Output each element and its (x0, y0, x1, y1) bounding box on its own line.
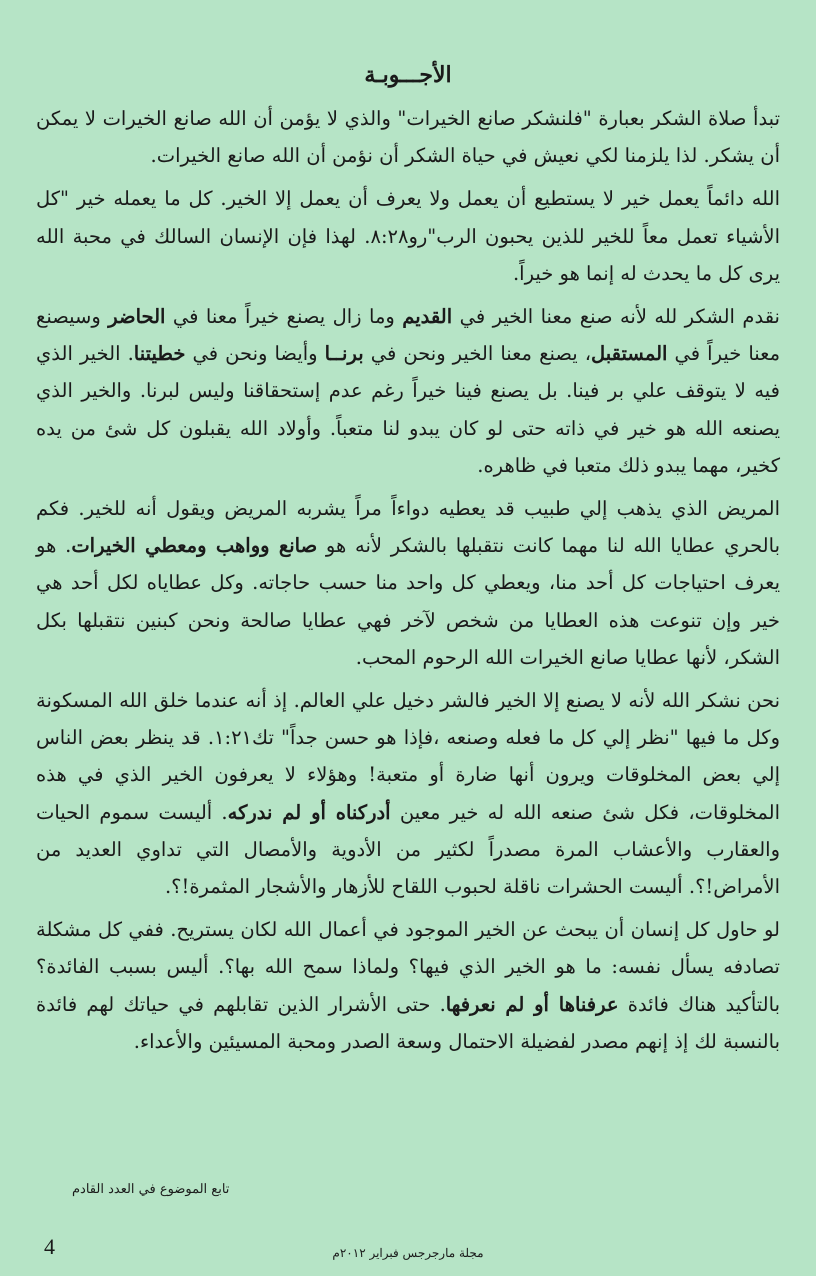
bold-phrase: المستقبل (591, 342, 668, 366)
paragraph-text: نقدم الشكر لله لأنه صنع معنا الخير في (452, 305, 780, 329)
paragraph (36, 298, 780, 484)
bold-phrase: القديم (402, 305, 453, 329)
page-footer: مجلة مارجرجس فبراير ٢٠١٢م (332, 1246, 484, 1260)
paragraph-text: وأيضا ونحن في (185, 342, 325, 366)
paragraph-text: تبدأ صلاة الشكر بعبارة "فلنشكر صانع الخيرات" والذي لا يؤمن أن الله صانع الخيرات لا يمكن أن يشكر. لذا يلزمنا لكي نعيش في حياة الشكر أن نؤمن أن الله صانع الخيرات. (36, 107, 780, 168)
bold-phrase: برنــا (324, 342, 364, 366)
bold-phrase: أدركناه أو لم ندركه (227, 800, 391, 824)
paragraph-text: المريض الذي يذهب إلي طبيب قد يعطيه دواءاً مراً يشربه المريض ويقول أنه للخير. فكم بالحري عطايا الله لنا مهما كانت نتقبلها بالشكر لأنه هو (36, 497, 780, 558)
paragraph (36, 100, 780, 174)
bold-phrase: الحاضر (108, 305, 166, 329)
paragraph-text: . أليست سموم الحيات والعقارب والأعشاب المرة مصدراً لكثير من الأدوية والأمصال التي تداوي العديد من الأمراض!؟. أليست الحشرات ناقلة لحبوب اللقاح للأزهار والأشجار المثمرة!؟. (36, 800, 780, 899)
paragraph (36, 490, 780, 676)
paragraph (36, 180, 780, 292)
paragraph (36, 682, 780, 905)
paragraph-text: لو حاول كل إنسان أن يبحث عن الخير الموجود في أعمال الله لكان يستريح. ففي كل مشكلة تصادفه يسأل نفسه: ما هو الخير الذي فيها؟ ولماذا سمح الله بها؟. أليس بسبب الفائدة؟ بالتأكيد هناك فائدة (36, 918, 780, 1016)
paragraph-text: الله دائماً يعمل خير لا يستطيع أن يعمل ولا يعرف أن يعمل إلا الخير. كل ما يعمله خير "كل الأشياء تعمل معاً للخير للذين يحبون الرب"رو٨:٢٨. لهذا فإن الإنسان السالك في محبة الله يرى كل ما يحدث له إنما هو خيراً. (36, 187, 780, 285)
paragraph-text: وما زال يصنع خيراً معنا في (165, 305, 403, 329)
paragraph-text: نحن نشكر الله لأنه لا يصنع إلا الخير فالشر دخيل علي العالم. إذ أنه عندما خلق الله المسكونة وكل ما فيها "نظر إلي كل ما فعله وصنعه ،فإذا هو حسن جداً" تك١:٢١. قد ينظر بعض الناس إلي بعض المخلوقات ويرون أنها ضارة أو متعبة! وهؤلاء لا يعرفون الخير الذي في هذه المخلوقات، فكل شئ صنعه الله له خير معين (36, 689, 780, 824)
paragraph (36, 911, 780, 1060)
page-number: 4 (44, 1234, 55, 1259)
article-body (36, 100, 780, 1066)
paragraph-text: . الخير الذي فيه لا يتوقف علي بر فينا. بل يصنع فينا خيراً رغم عدم إستحقاقنا وليس لبرنا. والخير الذي يصنعه الله هو خير في ذاته حتى لو كان يبدو لنا متعباً. وأولاد الله يقبلون كل شئ من يده كخير، مهما يبدو ذلك متعبا في ظاهره. (36, 342, 780, 477)
continued-note: تابع الموضوع في العدد القادم (72, 1182, 230, 1197)
paragraph-text: . حتى الأشرار الذين تقابلهم في حياتك لهم فائدة بالنسبة لك إذ إنهم مصدر لفضيلة الاحتمال وسعة الصدر ومحبة المسيئين والأعداء. (36, 992, 780, 1053)
bold-phrase: صانع وواهب ومعطي الخيرات (71, 534, 318, 558)
bold-phrase: خطيتنا (133, 342, 186, 366)
paragraph-text: . هو يعرف احتياجات كل أحد منا، ويعطي كل واحد منا حسب حاجاته. وكل عطاياه لكل أحد هي خير وإن تنوعت هذه العطايا من شخص لآخر فهي عطايا صالحة ونحن كبنين نتقبلها بكل الشكر، لأنها عطايا صانع الخيرات الله الرحوم المحب. (36, 534, 780, 669)
paragraph-text: ، يصنع معنا الخير ونحن في (363, 342, 592, 366)
bold-phrase: عرفناها أو لم نعرفها (445, 992, 619, 1016)
page-title: الأجـــوبـة (364, 62, 452, 88)
paragraph-text: وسيصنع معنا خيراً في (36, 305, 781, 366)
